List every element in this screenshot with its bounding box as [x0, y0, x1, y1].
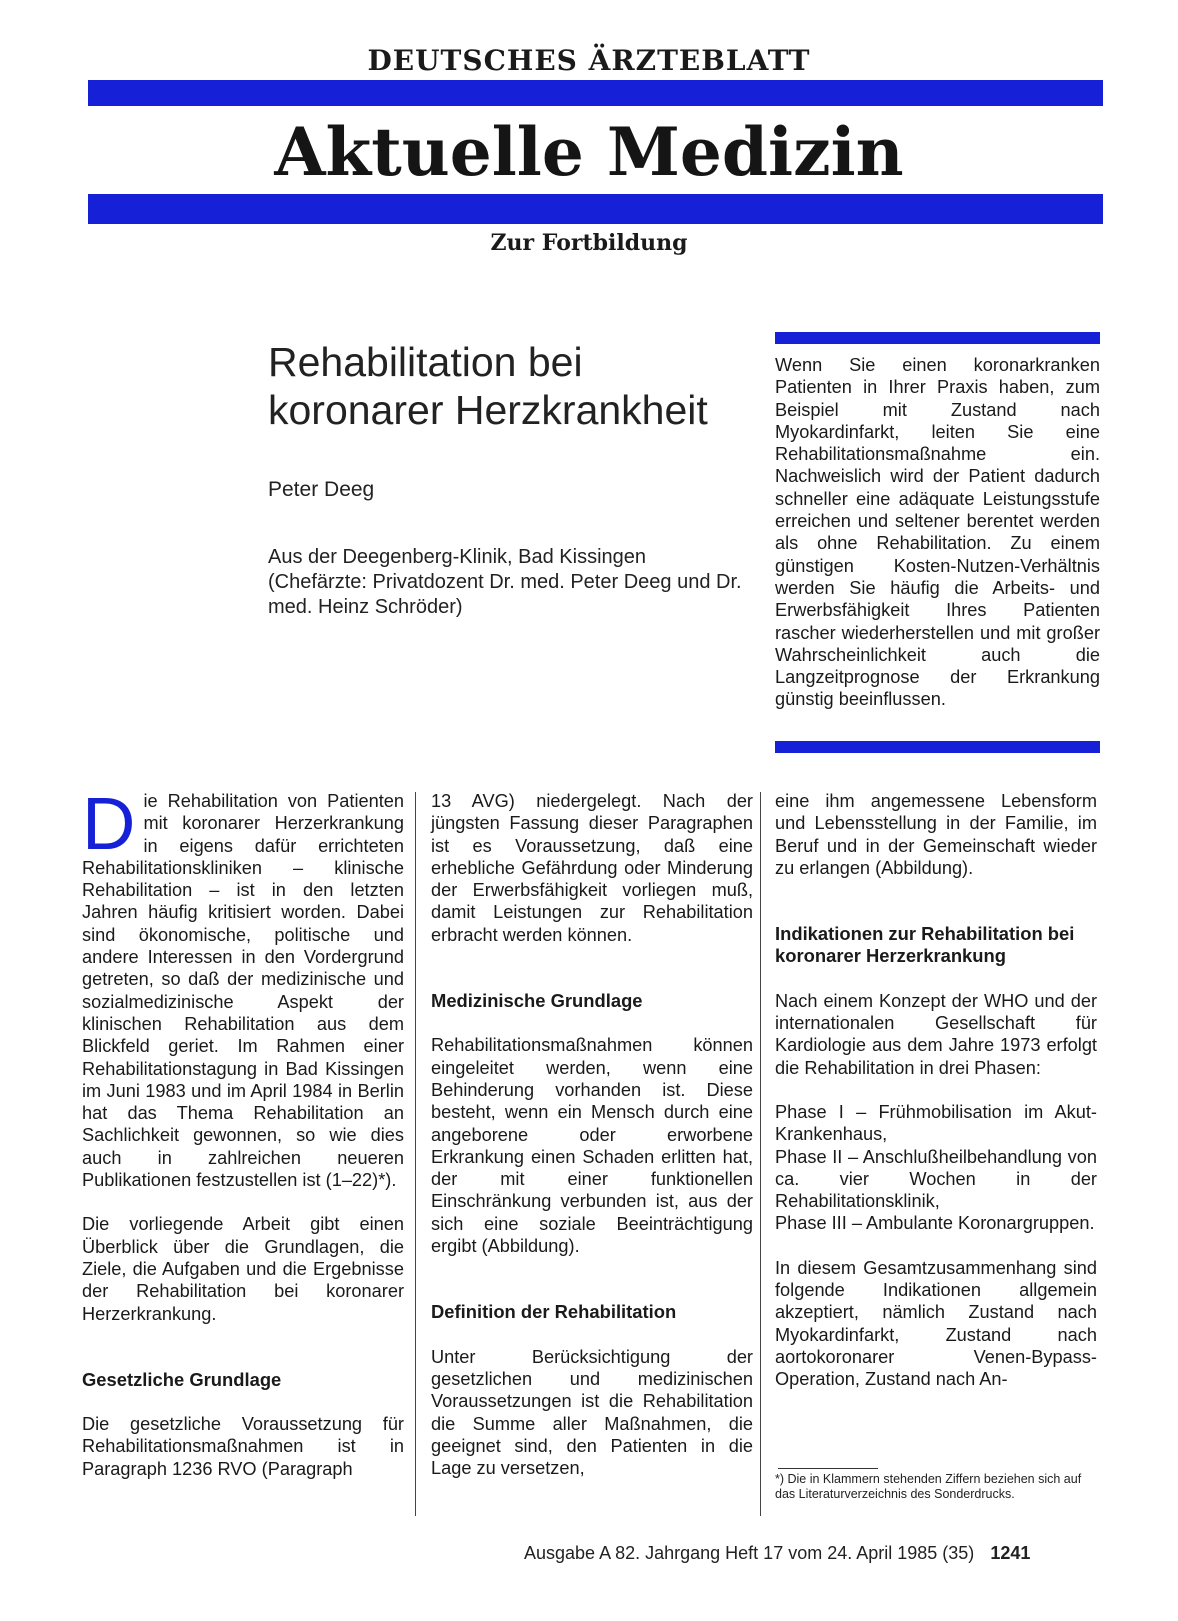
column-divider-1: [415, 792, 416, 1516]
definition-paragraph-continued: eine ihm angemessene Lebensform und Lebensstellung in der Familie, im Beruf und in der Gemeinschaft wieder zu erlangen (Abbildung).: [775, 791, 1097, 878]
legal-paragraph: Die gesetzliche Voraussetzung für Rehabilitationsmaßnahmen ist in Paragraph 1236 RVO (Paragraph: [82, 1414, 404, 1479]
article-title-line-2: koronarer Herzkrankheit: [268, 387, 708, 433]
phase-2: Phase II – Anschlußheilbehandlung von ca. vier Wochen in der Rehabilitationsklinik,: [775, 1146, 1097, 1212]
article-author: Peter Deeg: [268, 478, 375, 501]
masthead-bottom-bar: [88, 194, 1103, 224]
medical-paragraph: Rehabilitationsmaßnahmen können eingeleitet werden, wenn eine Behinderung vorhanden ist. Diese besteht, wenn ein Mensch durch eine angeborene oder erworbene Erkrankung einen Schaden erlitten hat, der mit einer funktionellen Einschränkung verbunden ist, aus der sich eine soziale Beeinträchtigung ergibt (Abbildung).: [431, 1035, 753, 1257]
definition-paragraph: Unter Berücksichtigung der gesetzlichen und medizinischen Voraussetzungen ist die Rehabilitation die Summe aller Maßnahmen, die geeignet sind, den Patienten in die Lage zu versetzen,: [431, 1346, 753, 1479]
who-paragraph: Nach einem Konzept der WHO und der internationalen Gesellschaft für Kardiologie aus dem Jahre 1973 erfolgt die Rehabilitation in drei Phasen:: [775, 990, 1097, 1078]
body-column-2: [431, 790, 753, 1479]
article-abstract: Wenn Sie einen koronarkranken Patienten in Ihrer Praxis haben, zum Beispiel mit Zustand nach Myokardinfarkt, leiten Sie eine Rehabilitationsmaßnahme ein. Nachweislich wird der Patient dadurch schneller eine adäquate Leistungsstufe erreichen und seltener berentet werden als ohne Rehabilitation. Zu einem günstigen Kosten-Nutzen-Verhältnis werden Sie häufig die Arbeits- und Erwerbsfähigkeit Ihres Patienten rascher wiederherstellen und mit großer Wahrscheinlichkeit auch die Langzeitprognose der Erkrankung günstig beeinflussen.: [775, 355, 1100, 710]
page-footer: [524, 1543, 1100, 1564]
legal-paragraph-continued: 13 AVG) niedergelegt. Nach der jüngsten Fassung dieser Paragraphen ist es Voraussetzung, daß eine erhebliche Gefährdung oder Minderung der Erwerbsfähigkeit vorliegen muß, damit Leistungen zur Rehabilitation erbracht werden können.: [431, 791, 753, 945]
phase-3: Phase III – Ambulante Koronargruppen.: [775, 1213, 1095, 1234]
intro-paragraph: [82, 782, 404, 1191]
journal-masthead: DEUTSCHES ÄRZTEBLATT: [367, 44, 811, 77]
overview-paragraph: Die vorliegende Arbeit gibt einen Überblick über die Grundlagen, die Ziele, die Aufgaben und die Ergebnisse der Rehabilitation bei koronarer Herzerkrankung.: [82, 1214, 404, 1324]
heading-gesetzliche-grundlage: Gesetzliche Grundlage: [82, 1368, 282, 1390]
footnote: *) Die in Klammern stehenden Ziffern beziehen sich auf das Literaturverzeichnis des Sonderdrucks.: [775, 1472, 1082, 1501]
article-title-line-1: Rehabilitation bei: [268, 339, 583, 385]
article-title: [268, 338, 748, 434]
column-divider-2: [760, 792, 761, 1516]
drop-cap: D: [82, 782, 136, 865]
section-subtitle: Zur Fortbildung: [490, 230, 688, 256]
masthead-top-bar: [88, 80, 1103, 106]
footnote-rule: [778, 1468, 878, 1469]
body-column-3: [775, 790, 1097, 1391]
issue-info: Ausgabe A 82. Jahrgang Heft 17 vom 24. April 1985 (35): [524, 1543, 975, 1563]
heading-medizinische-grundlage: Medizinische Grundlage: [431, 990, 643, 1012]
heading-indikationen: Indikationen zur Rehabilitation bei koronarer Herzerkrankung: [775, 923, 1075, 967]
phase-1: Phase I – Frühmobilisation im Akut-Krankenhaus,: [775, 1101, 1097, 1145]
abstract-bottom-bar: [775, 741, 1100, 753]
article-affiliation: Aus der Deegenberg-Klinik, Bad Kissingen (Chefärzte: Privatdozent Dr. med. Peter Deeg und Dr. med. Heinz Schröder): [268, 546, 742, 618]
heading-definition: Definition der Rehabilitation: [431, 1301, 677, 1323]
intro-text: ie Rehabilitation von Patienten mit koronarer Herzerkrankung in eigens dafür errichteten Rehabilitationskliniken – klinische Rehabilitation – ist in den letzten Jahren häufig kritisiert worden. Dabei sind ökonomische, politische und andere Interessen in den Vordergrund getreten, so daß der medizinische und sozialmedizinische Aspekt der klinischen Rehabilitation aus dem Blickfeld geriet. Im Rahmen einer Rehabilitationstagung in Bad Kissingen im Juni 1983 und im April 1984 in Berlin hat das Thema Rehabilitation an Sachlichkeit gewonnen, so wie dies auch in zahlreichen neueren Publikationen festzustellen ist (1–22)*).: [82, 791, 404, 1191]
indications-paragraph: In diesem Gesamtzusammenhang sind folgende Indikationen allgemein akzeptiert, nämlich Zustand nach Myokardinfarkt, Zustand nach aortokoronarer Venen-Bypass-Operation, Zustand nach An-: [775, 1257, 1097, 1390]
abstract-top-bar: [775, 332, 1100, 344]
section-title: Aktuelle Medizin: [274, 113, 904, 191]
page-number: 1241: [990, 1543, 1031, 1563]
body-column-1: [82, 782, 404, 1480]
